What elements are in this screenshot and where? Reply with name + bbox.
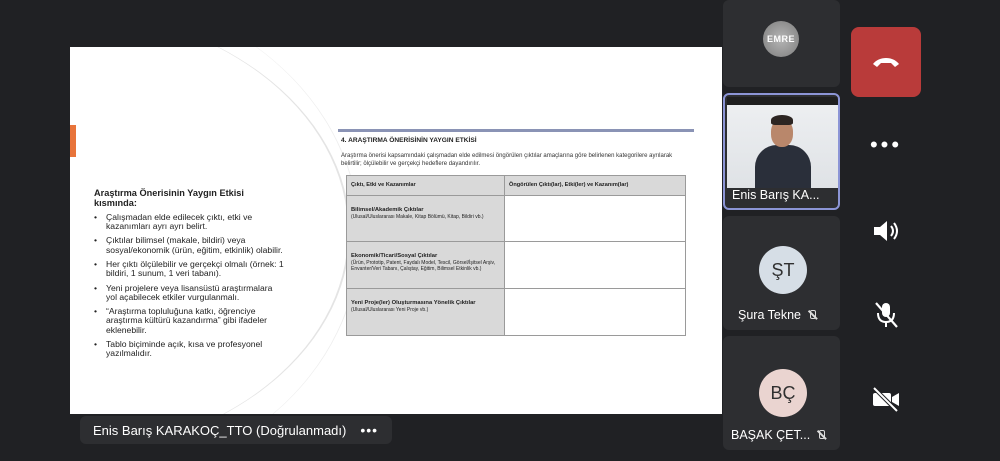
participant-name [738,308,817,322]
speaker-button[interactable] [851,214,921,248]
row-category: Ekonomik/Ticari/Sosyal Çıktılar [351,253,438,259]
table-row [347,242,686,289]
participant-video [727,97,838,188]
list-item: • Çalışmadan elde edilecek çıktı, etki ve kazanımları ayrı ayrı belirt. [94,213,284,232]
presenter-name: Enis Barış KARAKOÇ_TTO (Doğrulanmadı) [93,422,347,438]
table-cell [347,242,505,289]
section-rule [338,129,694,132]
slide-accent-bar [70,125,76,157]
table-row [347,196,686,242]
row-examples: (Ürün, Prototip, Patent, Faydalı Model, Tescil, Görsel/İşitsel Arşiv, Envanter/Veri Tabanı, Çalıştay, Eğitim, Bilimsel Etkinlik vb.) [351,260,496,272]
mic-off-icon [872,300,900,330]
row-examples: (Ulusal/Uluslararası Makale, Kitap Bölümü, Kitap, Bildiri vb.) [351,214,484,220]
avatar: ŞT [759,246,807,294]
table-cell [347,196,505,242]
table-cell [505,196,686,242]
mic-off-icon [816,430,826,440]
volume-icon [871,218,901,244]
camera-button[interactable] [851,382,921,416]
video-person-hair [771,115,793,125]
participant-tile[interactable] [723,216,840,330]
shared-screen [70,47,722,414]
participant-name-text: Enis Barış KA... [732,188,820,202]
participant-tile[interactable] [723,336,840,450]
table-row [347,289,686,336]
list-item: • Yeni projelere veya lisansüstü araştırmalara yol açabilecek etkiler vurgulanmalı. [94,284,284,303]
participant-tile-active[interactable] [723,93,840,210]
outputs-table [346,175,686,336]
section-heading: 4. ARAŞTIRMA ÖNERİSİNİN YAYGIN ETKİSİ [341,137,477,144]
avatar: BÇ [759,369,807,417]
participant-tile[interactable] [723,0,840,87]
avatar: EMRE [763,21,799,57]
end-call-button[interactable] [851,27,921,97]
slide-notes [94,189,284,364]
participant-name-text: BAŞAK ÇET... [731,428,811,442]
section-intro: Araştırma önerisi kapsamındaki çalışmadan elde edilmesi öngörülen çıktılar amaçlarına göre belirlenen kategorilere ayrılarak belirtilir; ölçülebilir ve gerçekçi hedeflere dayandırılır. [341,153,673,167]
call-controls [841,0,1000,461]
list-item: • Çıktılar bilimsel (makale, bildiri) veya sosyal/ekonomik (ürün, eğitim, etkinlik) olabilir. [94,236,284,255]
row-examples: (Ulusal/Uluslararası Yeni Proje vb.) [351,307,429,313]
list-item: • Tablo biçiminde açık, kısa ve profesyonel yazılmalıdır. [94,340,284,359]
row-category: Bilimsel/Akademik Çıktılar [351,207,424,213]
video-top-band [727,97,838,105]
table-header: Öngörülen Çıktı(lar), Etki(ler) ve Kazanım(lar) [505,176,686,196]
row-category: Yeni Proje(ler) Oluşturmasına Yönelik Çıktılar [351,300,476,306]
presenter-more-button[interactable]: ••• [360,422,379,438]
table-cell [505,242,686,289]
notes-title: Araştırma Önerisinin Yaygın Etkisi kısmında: [94,188,244,208]
table-cell [505,289,686,336]
table-cell [347,289,505,336]
list-item: • “Araştırma topluluğuna katkı, öğrenciye araştırma kültürü kazandırma” gibi ifadeler eklenebilir. [94,307,284,335]
participant-name [731,428,826,442]
list-item: • Her çıktı ölçülebilir ve gerçekçi olmalı (örnek: 1 bildiri, 1 sunum, 1 veri tabanı). [94,260,284,279]
participant-name [732,188,820,202]
participant-name-text: Şura Tekne [738,308,802,322]
mic-off-icon [807,310,817,320]
more-options-button[interactable]: ••• [869,132,903,157]
microphone-button[interactable] [851,298,921,332]
notes-list [94,213,284,359]
table-header: Çıktı, Etki ve Kazanımlar [347,176,505,196]
video-off-icon [870,386,902,412]
video-person-body [755,145,811,188]
end-call-icon [871,55,901,69]
presenter-label [80,416,392,444]
